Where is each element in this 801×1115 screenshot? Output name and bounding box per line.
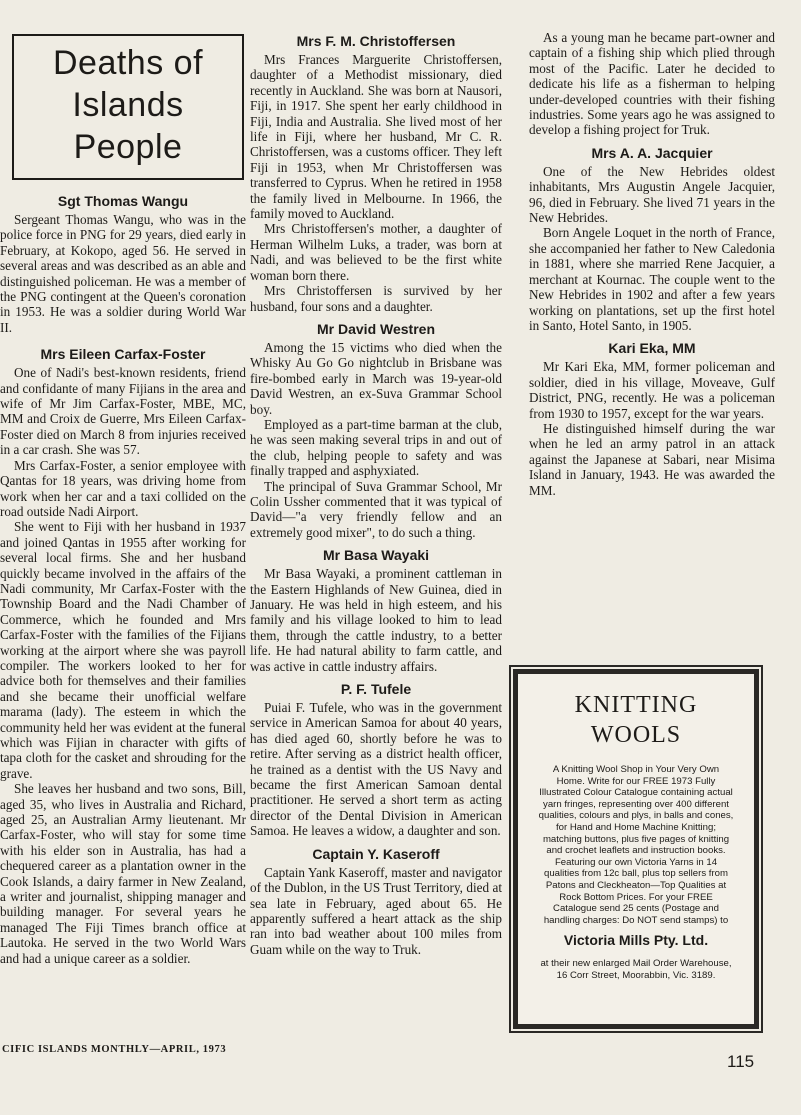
article-paragraph: He distinguished himself during the war when he led an army patrol in an attack against the Japanese at Sabari, near Misima Island in January, 1943. He was awarded the MM. — [529, 420, 775, 498]
article-paragraph: Born Angele Loquet in the north of France, she accompanied her father to New Caledonia in 1881, where she married Rene Jacquier, a merchant at Kournac. The couple went to the New Hebrides in 1902 and after a few years working on plantations, set up the first hotel in Santo, Hotel Santo, in 1905. — [529, 225, 775, 333]
article-paragraph: Puiai F. Tufele, who was in the government service in American Samoa for about 40 years, has died aged 60, shortly before he was to retire. After serving as a district health officer, he trained as a dentist with the US Navy and became the first American Samoan dental practitioner. He served a short term as acting director of the Dental Division in American Samoa. He leaves a widow, a daughter and son. — [250, 700, 502, 839]
article-westren — [250, 320, 502, 540]
article-paragraph: Employed as a part-time barman at the club, he was seen making several trips in and out of the club, helping people to safety and was finally trapped and asphyxiated. — [250, 416, 502, 479]
ad-company: Victoria Mills Pty. Ltd. — [563, 932, 709, 949]
article-paragraph: Mr Basa Wayaki, a prominent cattleman in the Eastern Highlands of New Guinea, died in January. He was held in high esteem, and his family and his village looked to him to lead them, through the cattle industry, to a better life. He had natural ability to farm cattle, and was active in cattle industry affairs. — [250, 566, 502, 674]
page-title-text: Deaths of Islands People — [52, 44, 204, 166]
ad-address: at their new enlarged Mail Order Warehouse, 16 Corr Street, Moorabbin, Vic. 3189. — [540, 958, 732, 981]
article-christoffersen — [250, 32, 502, 314]
column-middle — [250, 30, 502, 957]
ad-body: A Knitting Wool Shop in Your Very Own Home. Write for our FREE 1973 Fully Illustrated Colour Catalogue containing actual yarn fringes, representing over 400 different qualities, colours and plys, in balls and cones, for Hand and Home Machine Knitting; matching buttons, plus five pages of knitting and crochet leaflets and instruction books. Featuring our own Victoria Yarns in 14 qualities from 12c ball, plus top sellers from Patons and Cleckheaton—Top Qualities at Rock Bottom Prices. For your FREE Catalogue send 25 cents (Postage and handling charges: Do NOT send stamps) to — [538, 764, 734, 926]
article-eka — [529, 339, 775, 498]
article-carfax-foster — [0, 345, 246, 966]
article-paragraph: She leaves her husband and two sons, Bill, aged 35, who lives in Australia and Richard, aged 25, an Australian Army lieutenant. Mr Carfax-Foster, who will stay for some time with his elder son in Australia, has had a chequered career as a plantation owner in the Cook Islands, a dairy farmer in New Zealand, a writer and journalist, shipping manager and building manager. For several years he managed The Fiji Times branch office at Lautoka. He served in the two World Wars and had a unique career as a soldier. — [0, 781, 246, 966]
article-heading: Mr David Westren — [317, 320, 435, 337]
column-right — [529, 30, 775, 498]
article-paragraph: Mrs Christoffersen is survived by her husband, four sons and a daughter. — [250, 283, 502, 314]
page-number: 115 — [727, 1052, 755, 1071]
article-heading: Mrs F. M. Christoffersen — [296, 33, 456, 49]
article-heading: Mr Basa Wayaki — [322, 547, 430, 564]
article-wangu — [0, 192, 246, 335]
article-jacquier — [529, 144, 775, 333]
article-paragraph: Mrs Frances Marguerite Christoffersen, daughter of a Methodist missionary, died recently in Auckland. She was born at Nausori, Fiji, in 1917. She spent her early childhood in Fiji, India and Australia. She lived most of her life in Fiji, where her husband, Mr C. R. Christoffersen, was a customs officer. They left Fiji in 1953, when Mr Christoffersen was transferred to Cyprus. When he retired in 1958 the family lived in Melbourne. In 1966, the family moved to Auckland. — [250, 52, 502, 222]
article-paragraph: She went to Fiji with her husband in 1937 and joined Qantas in 1955 after working for several local firms. She and her husband quickly became involved in the affairs of the Nadi community, Mr Carfax-Foster with the Township Board and the Nadi Chamber of Commerce, which he founded and Mrs Carfax-Foster with the families of the Fijians working at the airport where she was payroll compiler. The workers looked to her for advice both for themselves and their families and she became their unofficial welfare marama (lady). The esteem in which the community held her was evident at the funeral which was Fijian in character with gifts of tapa cloth for the casket and shrouding for the grave. — [0, 519, 246, 781]
ad-title — [538, 690, 734, 750]
ad-title-line: KNITTING — [574, 692, 698, 718]
article-heading: Mrs A. A. Jacquier — [591, 144, 713, 161]
ad-title-line: WOOLS — [590, 722, 682, 748]
article-heading: Captain Y. Kaseroff — [312, 845, 440, 862]
article-paragraph: Among the 15 victims who died when the Whisky Au Go Go nightclub in Brisbane was fire-bombed early in March was 19-year-old David Westren, an ex-Suva Grammar School boy. — [250, 339, 502, 417]
article-heading: Sgt Thomas Wangu — [57, 193, 189, 209]
article-wayaki — [250, 546, 502, 674]
article-paragraph: Captain Yank Kaseroff, master and navigator of the Dublon, in the US Trust Territory, died at sea late in February, aged about 65. He apparently suffered a heart attack as the ship ran into bad weather about 100 miles from Guam while on the way to Truk. — [250, 864, 502, 957]
article-kaseroff — [250, 845, 502, 957]
article-paragraph: Mrs Christoffersen's mother, a daughter of Herman Wilhelm Luks, a trader, was born at Nadi, and was believed to be the first white woman born there. — [250, 221, 502, 283]
article-heading: Kari Eka, MM — [608, 340, 696, 357]
article-paragraph: As a young man he became part-owner and captain of a fishing ship which plied through most of the Pacific. Later he decided to dedicate his life as a fisherman to helping under-developed countries with their fishing industries. Some years ago he was assigned to develop a fishing project for Truk. — [529, 30, 775, 138]
article-paragraph: Mr Kari Eka, MM, former policeman and soldier, died in his village, Moveave, Gulf District, PNG, recently. He was a policeman from 1930 to 1957, except for the war years. — [529, 359, 775, 421]
knitting-wools-advertisement — [513, 669, 759, 1029]
article-tufele — [250, 680, 502, 839]
article-kaseroff-continued — [529, 30, 775, 138]
page-title — [12, 34, 244, 180]
article-heading: P. F. Tufele — [340, 681, 412, 698]
article-heading: Mrs Eileen Carfax-Foster — [40, 346, 206, 363]
article-paragraph: One of the New Hebrides oldest inhabitants, Mrs Augustin Angele Jacquier, 96, died in February. She lived 71 years in the New Hebrides. — [529, 163, 775, 226]
column-left — [0, 30, 246, 966]
article-paragraph: Sergeant Thomas Wangu, who was in the police force in PNG for 29 years, died early in February, at Kokopo, aged 56. He served in several areas and was described as an able and distinguished policeman. He was a member of the PNG contingent at the Queen's coronation in 1953. He was a soldier during World War II. — [0, 212, 246, 335]
article-paragraph: One of Nadi's best-known residents, friend and confidante of many Fijians in the area and wife of Mr Jim Carfax-Foster, MBE, MC, MM and Croix de Guerre, Mrs Eileen Carfax-Foster died on March 8 from injuries received in a car crash. She was 57. — [0, 365, 246, 458]
article-paragraph: The principal of Suva Grammar School, Mr Colin Ussher commented that it was typical of David—"a very friendly fellow and an extremely good mixer", to do such a thing. — [250, 478, 502, 540]
page-footer: CIFIC ISLANDS MONTHLY—APRIL, 1973 — [2, 1044, 227, 1055]
article-paragraph: Mrs Carfax-Foster, a senior employee with Qantas for 18 years, was driving home from work when her car and a taxi collided on the road outside Nadi Airport. — [0, 457, 246, 519]
